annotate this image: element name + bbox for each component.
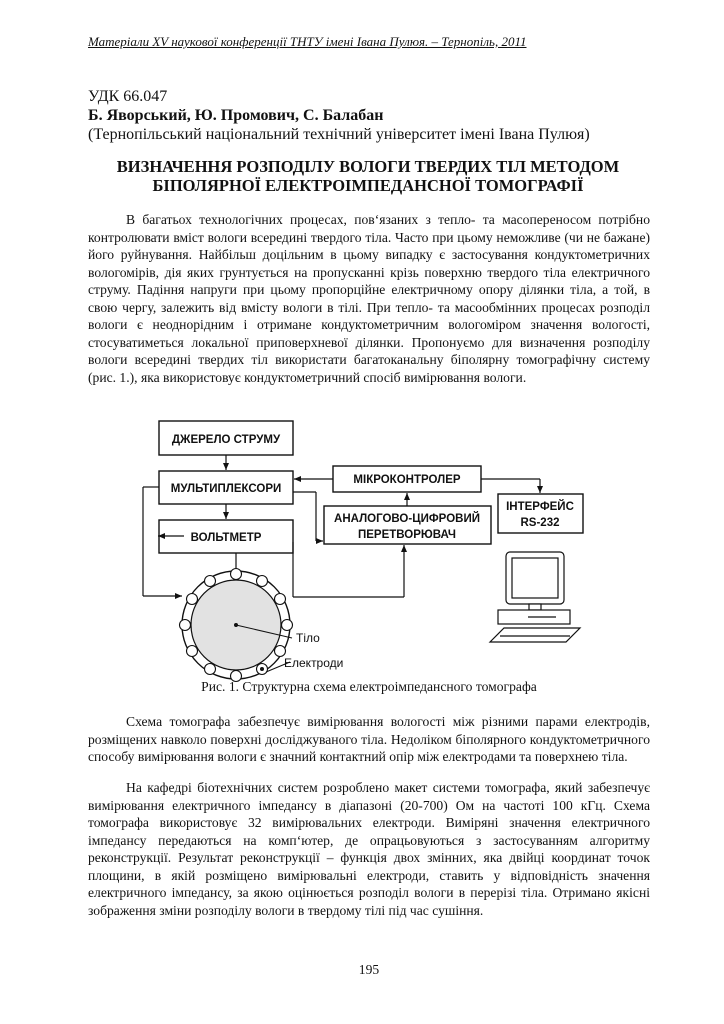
paragraph-scheme: Схема томографа забезпечує вимірювання вологості між різними парами електродів, розміщених навколо поверхні досліджуваного тіла. Недоліком біполярного кондуктометричного способу вимірювання вологи є значний контактний опір між електродами та поверхнею тіла. xyxy=(88,714,650,764)
affiliation: (Тернопільський національний технічний університет імені Івана Пулюя) xyxy=(88,126,590,143)
interface-label-line1: ІНТЕРФЕЙС xyxy=(506,501,574,513)
paragraph-intro: В багатьох технологічних процесах, пов‘язаних з тепло- та масопереносом потрібно контролювати вміст вологи всередині твердого тіла. Часто при цьому неможливе (чи не бажане) його руйнування. Найбільш доцільним в цьому випадку є застосування кондуктометричних вологомірів, дія яких грунтується на пропусканні крізь поверхню твердого тіла електричного струму. Падіння напруги при цьому пропорційне електричному опору ділянки тіла, а той, в свою чергу, залежить від вмісту вологи в тілі. При тепло- та масообмінних процесах розподіл вологи є неоднорідним і отримане кондуктометричним вологоміром значення вологості, стосуватиметься локальної приповерхневої ділянки. Пропонуємо для визначення розподілу вологи всередині твердих тіл використати багатоканальну біполярну томографічну систему (рис. 1.), яка використовує кондуктометричний спосіб вимірювання вологи. xyxy=(88,212,650,385)
interface-block xyxy=(498,494,583,533)
title-line-2: БІПОЛЯРНОЇ ЕЛЕКТРОІМПЕДАНСНОЇ ТОМОГРАФІЇ xyxy=(152,176,584,195)
paragraph-results: На кафедрі біотехнічних систем розроблено макет системи томографа, який забезпечує вимірювання електричного імпедансу в діапазоні (20-700) Ом на частоті 100 кГц. Схема томографа використовує 32 вимірювальних електроди. Виміряні значення електричного імпедансу передаються на комп‘ютер, де опрацьовуються з застосуванням алгоритму реконструкції. Результат реконструкції – функція двох змінних, яка двійці координат точок площини, в якій розміщено вимірювальні електроди, ставить у відповідність значення електричного імпедансу, за якою оцінюється розподіл вологи в перерізі тіла. Отримано якісні зображення зміни розподілу вологи в твердому тілі під час сушіння. xyxy=(88,780,650,918)
title-line-1: ВИЗНАЧЕННЯ РОЗПОДІЛУ ВОЛОГИ ТВЕРДИХ ТІЛ МЕТОДОМ xyxy=(116,157,620,176)
udk-code: УДК 66.047 xyxy=(88,88,168,105)
page-number: 195 xyxy=(358,962,380,977)
source-block xyxy=(159,421,293,455)
interface-label-line2: RS-232 xyxy=(520,517,560,529)
electrodes-label: Електроди xyxy=(284,656,344,670)
microcontroller-label: МІКРОКОНТРОЛЕР xyxy=(353,474,461,486)
adc-block xyxy=(324,506,491,544)
multiplexer-block xyxy=(159,471,293,504)
tomograph-body xyxy=(182,571,292,679)
adc-label-line1: АНАЛОГОВО-ЦИФРОВИЙ xyxy=(334,513,480,525)
computer-icon xyxy=(490,552,580,642)
source-label: ДЖЕРЕЛО СТРУМУ xyxy=(171,434,281,446)
voltmeter-label: ВОЛЬТМЕТР xyxy=(190,532,262,544)
authors: Б. Яворський, Ю. Промович, С. Балабан xyxy=(88,107,384,124)
figure-caption: Рис. 1. Структурна схема електроімпедансного томографа xyxy=(201,679,537,694)
adc-label-line2: ПЕРЕТВОРЮВАЧ xyxy=(357,529,457,541)
microcontroller-block xyxy=(333,466,481,492)
multiplexer-label: МУЛЬТИПЛЕКСОРИ xyxy=(170,483,282,495)
running-head: Матеріали XV наукової конференції ТНТУ імені Івана Пулюя. – Тернопіль, 2011 xyxy=(88,34,527,49)
body-label: Тіло xyxy=(296,631,320,645)
